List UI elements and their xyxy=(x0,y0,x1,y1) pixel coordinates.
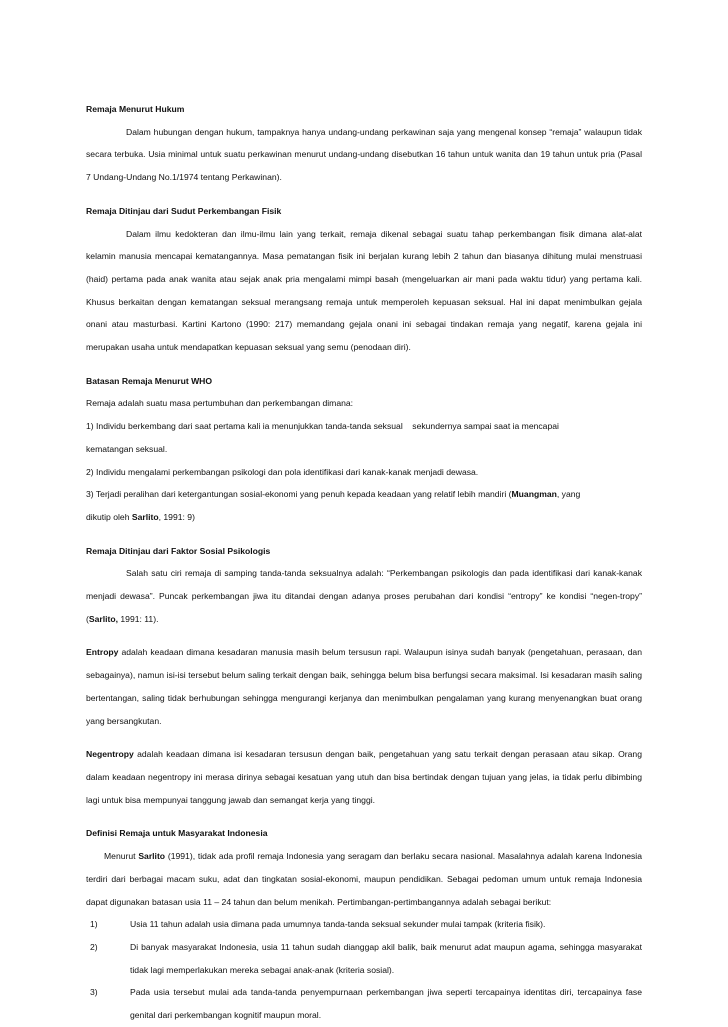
list-item xyxy=(88,981,642,1026)
section-title: Definisi Remaja untuk Masyarakat Indonesia xyxy=(86,828,268,839)
list-item xyxy=(88,913,642,936)
term: Entropy xyxy=(86,647,119,658)
paragraph: Dalam ilmu kedokteran dan ilmu-ilmu lain yang terkait, remaja dikenal sebagai suatu tahap perkembangan fisik dimana alat-alat kelamin manusia mencapai kematangannya. Masa pematangan fisik ini berjalan kurang lebih 2 tahun dan biasanya dihitung mulai menstruasi (haid) pertama pada anak wanita atau sejak anak pria mengalami mimpi basah (mengeluarkan air mani pada waktu tidur) yang pertama kali. Khusus berkaitan dengan kematangan seksual merangsang remaja untuk memperoleh kepuasan seksual. Hal ini dapat menimbulkan gejala onani atau masturbasi. Kartini Kartono (1990: 217) memandang gejala onani ini sebagai tindakan remaja yang negatif, karena gejala ini merupakan usaha untuk mendapatkan kepuasan seksual yang semu (penodaan diri). xyxy=(86,228,642,353)
text-run: adalah keadaan dimana isi kesadaran tersusun dengan baik, pengetahuan yang satu terkait dengan perasaan atau sikap. Orang dalam keadaan negentropy ini merasa dirinya sebagai kesatuan yang utuh dan bisa bertindak dengan tujuan yang jelas, ia tidak perlu dibimbing lagi untuk bisa mempunyai tanggung jawab dan semangat kerja yang tinggi. xyxy=(86,749,642,805)
who-point-1-cont: kematangan seksual. xyxy=(86,443,168,454)
who-point-1: 1) Individu berkembang dari saat pertama kali ia menunjukkan tanda-tanda seksual sekundernya sampai saat ia mencapai xyxy=(86,421,559,432)
section-title: Remaja Menurut Hukum xyxy=(86,104,185,114)
text-run: adalah keadaan dimana kesadaran manusia masih belum tersusun rapi. Walaupun isinya sudah banyak (pengetahuan, perasaan, dan sebagainya), namun isi-isi tersebut belum saling terkait dengan baik, sehingga belum bisa berfungsi secara maksimal. Isi kesadaran masih saling bertentangan, saling tidak berhubungan sehingga mengurangi kerjanya dan menimbulkan pengalaman yang kurang menyenangkan buat orang yang bersangkutan. xyxy=(86,647,642,726)
section-negentropy xyxy=(86,743,642,811)
paragraph xyxy=(86,845,642,913)
section-hukum xyxy=(86,98,642,189)
section-title: Remaja Ditinjau dari Faktor Sosial Psikologis xyxy=(86,545,271,556)
list-text: Usia 11 tahun adalah usia dimana pada umumnya tanda-tanda seksual sekunder mulai tampak (kriteria fisik). xyxy=(130,919,546,930)
author-name: Sarlito xyxy=(138,851,166,862)
text-run: , 1991: 9) xyxy=(158,511,195,522)
list-number: 2) xyxy=(90,941,98,952)
section-sosial-psikologis xyxy=(86,540,642,631)
section-entropy xyxy=(86,641,642,732)
section-title: Batasan Remaja Menurut WHO xyxy=(86,375,213,386)
text-run: Menurut xyxy=(104,851,139,862)
who-intro: Remaja adalah suatu masa pertumbuhan dan perkembangan dimana: xyxy=(86,398,354,409)
who-point-3 xyxy=(86,483,642,506)
criteria-list xyxy=(86,913,642,1027)
section-title: Remaja Ditinjau dari Sudut Perkembangan Fisik xyxy=(86,205,282,216)
section-indonesia xyxy=(86,822,642,1026)
who-point-2: 2) Individu mengalami perkembangan psikologi dan pola identifikasi dari kanak-kanak menjadi dewasa. xyxy=(86,466,479,477)
section-who xyxy=(86,370,642,529)
list-number: 3) xyxy=(90,987,98,998)
text-run: Salah satu ciri remaja di samping tanda-tanda seksualnya adalah: “Perkembangan psikologis dan pada identifikasi dari kanak-kanak menjadi dewasa”. Puncak perkembangan jiwa itu ditandai dengan adanya proses perubahan dari kondisi “entropy” ke kondisi “negen-tropy” ( xyxy=(86,568,642,624)
paragraph xyxy=(86,743,642,811)
text-run: dikutip oleh xyxy=(86,511,132,522)
author-name: Sarlito xyxy=(131,511,159,522)
author-name: Muangman xyxy=(511,489,557,500)
section-fisik xyxy=(86,200,642,359)
paragraph xyxy=(86,562,642,630)
list-item xyxy=(88,936,642,981)
text-run: (1991), tidak ada profil remaja Indonesia yang seragam dan berlaku secara nasional. Masalahnya adalah karena Indonesia terdiri dari berbagai macam suku, adat dan tingkatan sosial-ekonomi, maupun pendidikan. Sebagai pedoman umum untuk remaja Indonesia dapat digunakan batasan usia 11 – 24 tahun dan belum menikah. Pertimbangan-pertimbangannya adalah sebagai berikut: xyxy=(86,851,642,907)
document-body xyxy=(86,98,642,1027)
who-point-3-cont xyxy=(86,506,642,529)
paragraph: Dalam hubungan dengan hukum, tampaknya hanya undang-undang perkawinan saja yang mengenal konsep “remaja” walaupun tidak secara terbuka. Usia minimal untuk suatu perkawinan menurut undang-undang disebutkan 16 tahun untuk wanita dan 19 tahun untuk pria (Pasal 7 Undang-Undang No.1/1974 tentang Perkawinan). xyxy=(86,126,642,183)
text-run: 1991: 11). xyxy=(118,613,159,624)
text-run: , yang xyxy=(556,489,581,500)
text-run: 3) Terjadi peralihan dari ketergantungan sosial-ekonomi yang penuh kepada keadaan yang relatif lebih mandiri ( xyxy=(86,489,512,500)
paragraph xyxy=(86,641,642,732)
list-text: Di banyak masyarakat Indonesia, usia 11 tahun sudah dianggap akil balik, baik menurut adat maupun agama, sehingga masyarakat tidak lagi memperlakukan mereka sebagai anak-anak (kriteria sosial). xyxy=(130,941,642,975)
list-text: Pada usia tersebut mulai ada tanda-tanda penyempurnaan perkembangan jiwa seperti tercapainya identitas diri, tercapainya fase genital dari perkembangan kognitif maupun moral. xyxy=(130,987,642,1021)
term: Negentropy xyxy=(86,749,134,760)
list-number: 1) xyxy=(90,919,98,930)
author-name: Sarlito, xyxy=(88,613,119,624)
